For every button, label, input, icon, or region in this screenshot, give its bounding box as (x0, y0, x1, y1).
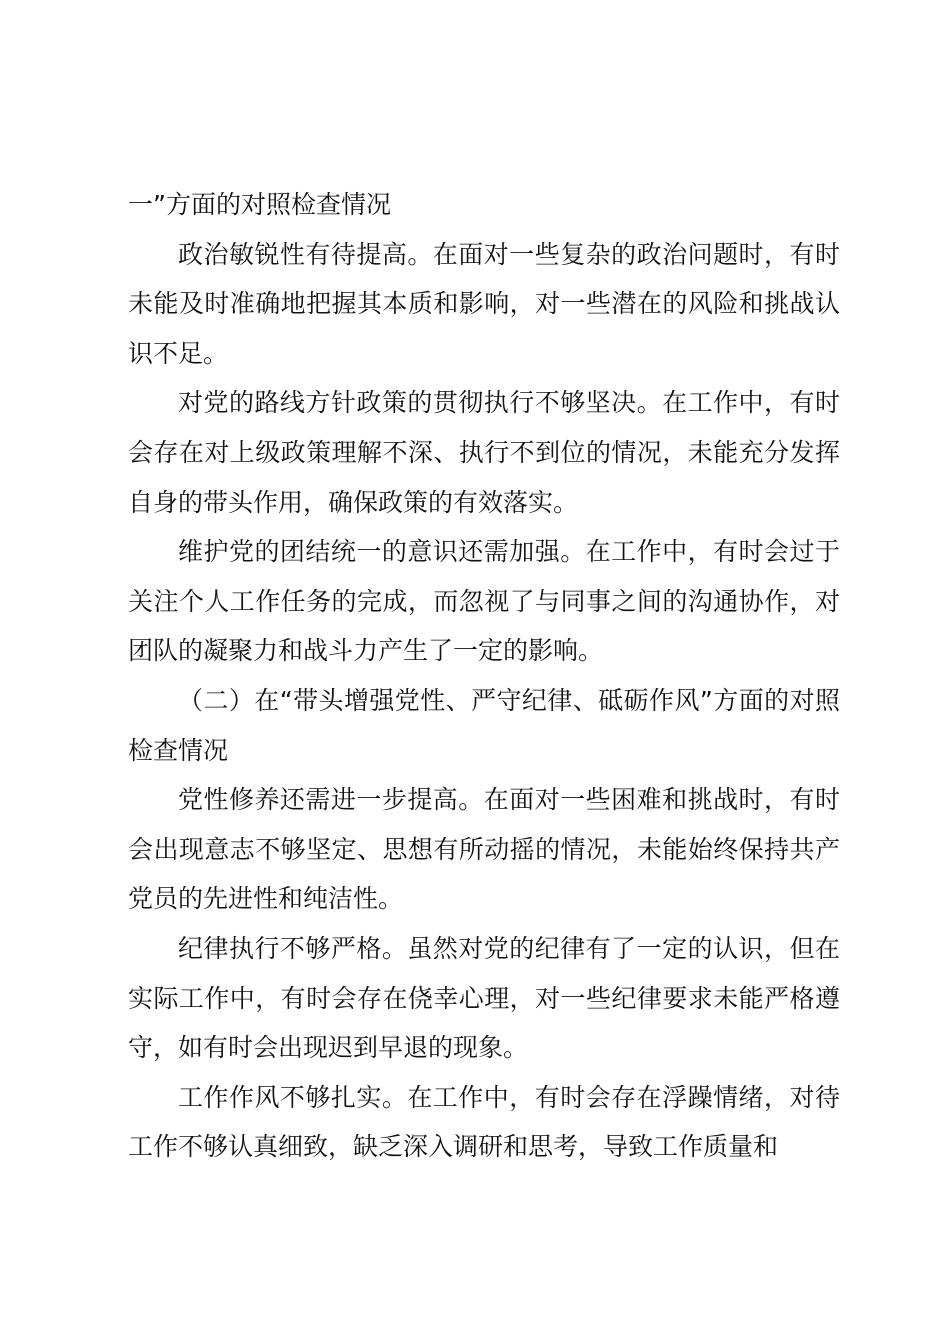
document-body (128, 180, 840, 1172)
section-heading-continuation: 一”方面的对照检查情况 (128, 190, 391, 219)
section-heading-two: （二）在“带头增强党性、严守纪律、砥砺作风”方面的对照检查情况 (128, 685, 840, 765)
paragraph-discipline: 纪律执行不够严格。虽然对党的纪律有了一定的认识，但在实际工作中，有时会存在侥幸心理，对一些纪律要求未能严格遵守，如有时会出现迟到早退的现象。 (128, 933, 840, 1063)
paragraph-party-unity: 维护党的团结统一的意识还需加强。在工作中，有时会过于关注个人工作任务的完成，而忽视了与同事之间的沟通协作，对团队的凝聚力和战斗力产生了一定的影响。 (128, 537, 840, 666)
paragraph-party-spirit: 党性修养还需进一步提高。在面对一些困难和挑战时，有时会出现意志不够坚定、思想有所动摇的情况，未能始终保持共产党员的先进性和纯洁性。 (128, 785, 840, 914)
paragraph-policy-implementation: 对党的路线方针政策的贯彻执行不够坚决。在工作中，有时会存在对上级政策理解不深、执行不到位的情况，未能充分发挥自身的带头作用，确保政策的有效落实。 (128, 388, 840, 517)
paragraph-work-style: 工作作风不够扎实。在工作中，有时会存在浮躁情绪，对待工作不够认真细致，缺乏深入调研和思考，导致工作质量和 (128, 1082, 840, 1162)
paragraph-political-sensitivity: 政治敏锐性有待提高。在面对一些复杂的政治问题时，有时未能及时准确地把握其本质和影响，对一些潜在的风险和挑战认识不足。 (128, 239, 840, 368)
